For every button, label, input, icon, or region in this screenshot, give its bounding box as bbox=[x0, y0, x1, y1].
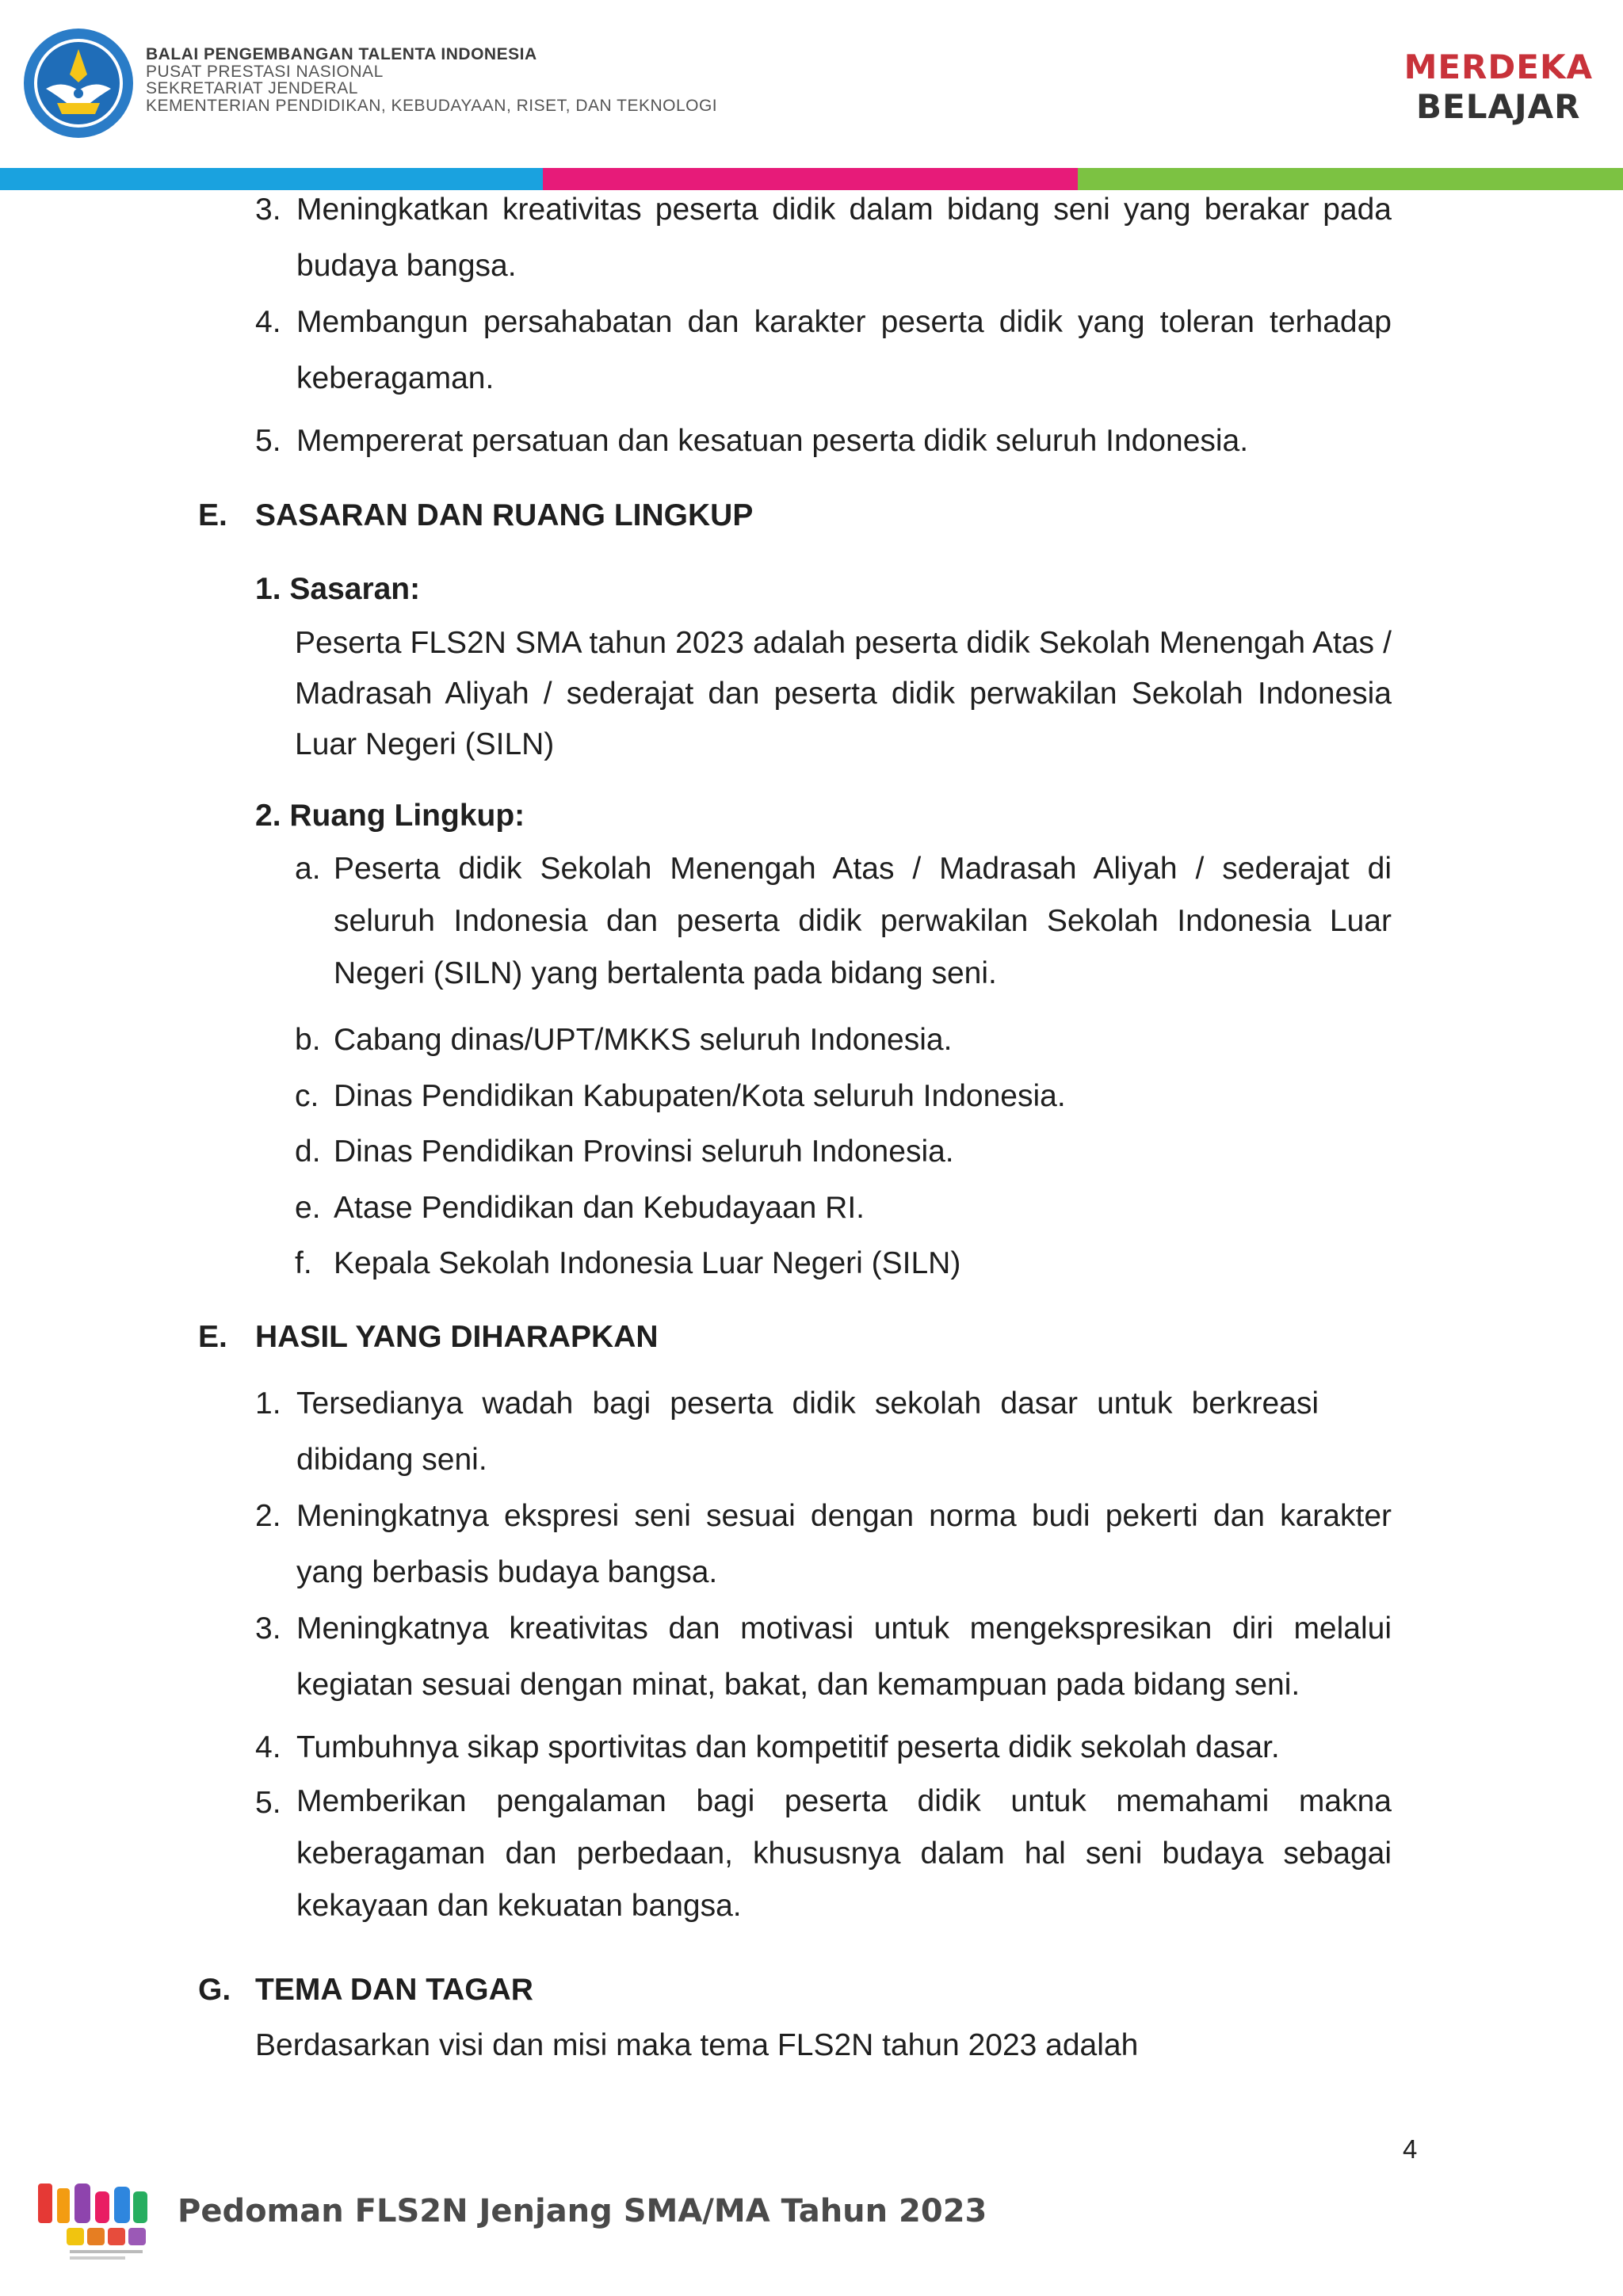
institution-line: PUSAT PRESTASI NASIONAL bbox=[146, 62, 384, 81]
merdeka-belajar-logo bbox=[1404, 48, 1593, 127]
tema-paragraph: Berdasarkan visi dan misi maka tema FLS2N tahun 2023 adalah bbox=[255, 2028, 1139, 2062]
subheading: 1. Sasaran: bbox=[255, 572, 421, 606]
institution-line: BALAI PENGEMBANGAN TALENTA INDONESIA bbox=[146, 45, 537, 63]
institution-line: SEKRETARIAT JENDERAL bbox=[146, 79, 358, 97]
brand-line: MERDEKA bbox=[1403, 48, 1593, 86]
fls2n-2023-logo-icon bbox=[35, 2177, 154, 2264]
institution-block bbox=[146, 46, 717, 114]
tut-wuri-handayani-emblem-icon bbox=[22, 27, 135, 139]
page-header bbox=[0, 0, 1623, 168]
sasaran-paragraph: Peserta FLS2N SMA tahun 2023 adalah peserta didik Sekolah Menengah Atas / Madrasah Aliyah / sederajat dan peserta didik perwakilan Sekolah Indonesia Luar Negeri (SILN) bbox=[295, 626, 1392, 761]
footer-title: Pedoman FLS2N Jenjang SMA/MA Tahun 2023 bbox=[178, 2193, 987, 2229]
subheading: 2. Ruang Lingkup: bbox=[255, 799, 525, 833]
brand-line: BELAJAR bbox=[1416, 87, 1581, 126]
institution-line: KEMENTERIAN PENDIDIKAN, KEBUDAYAAN, RISET, DAN TEKNOLOGI bbox=[146, 96, 718, 115]
page-number: 4 bbox=[1403, 2134, 1418, 2164]
